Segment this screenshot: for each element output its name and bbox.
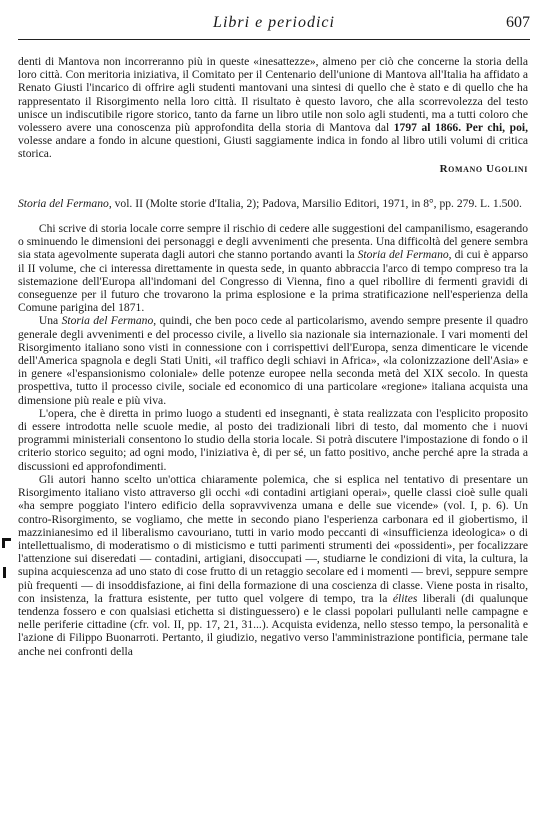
review1-signature: Romano Ugolini bbox=[439, 162, 528, 175]
review2-paragraph-3: L'opera, che è diretta in primo luogo a studenti ed insegnanti, è stata realizzata con l'esplicito proposito di essere introdotta nelle scuole medie, al posto dei tradizionali libri di testo, dal momento che i nuovi programmi ministeriali consentono lo studio della storia locale. Si potrà discutere l'impostazione di fondo o il criterio storico seguito; ad ogni modo, l'iniziativa è, di per sé, un fatto positivo, anche perché apre la strada a discussioni ed approfondimenti. bbox=[18, 406, 528, 473]
p4-italic-elites: élites bbox=[392, 591, 418, 605]
p1-text-b: , di cui è apparso il II volume, che ci interessa direttamente in questa sede, in quanto abbraccia l'arco di tempo compreso tra la sistemazione dell'Europa all'indomani del Congresso di Vienna, fino a quel ribollire di fermenti gravidi di conseguenze per il futuro che trovarono la prima esplosione e la prima stratificazione nell'esperienza della Comune parigina del 1871. bbox=[18, 248, 529, 315]
review2-paragraph-2 bbox=[18, 314, 528, 406]
p4-text-a: Gli autori hanno scelto un'ottica chiaramente polemica, che si esplica nel tentativo di presentare un Risorgimento italiano visto attraverso gli occhi «di contadini artigiani operai», quelle classi cioè sulle quali «ha sempre poggiato l'intero edificio della sopravvivenza umana e delle sue vicende» (vol. I, p. 6). Un contro-Risorgimento, se vogliamo, che mette in secondo piano l'esperienza carbonara ed il giobertismo, il mazzinianesimo ed il liberalismo cavouriano, tutti in vario modo peccanti di «insufficienza ideologica» o di intellettualismo, di moderatismo o di misticismo e tutti parimenti strumenti dei «possidenti», per focalizzare l'attenzione sui diseredati — contadini, artigiani, disoccupati —, studiarne le condizioni di vita, la cultura, la supina acquiescenza ad uno stato di cose frutto di un retaggio secolare ed i momenti — brevi, seppure sempre più frequenti — di insoddisfazione, ai fini della formazione di una coscienza di classe. Viene posta in risalto, con insistenza, la frattura esistente, per tutto quel volgere di tempo, tra la bbox=[18, 472, 528, 605]
citation-title: Storia del Fermano bbox=[18, 196, 109, 210]
p1-italic-title: Storia del Fermano bbox=[357, 248, 449, 262]
page-body bbox=[18, 55, 528, 658]
p2-italic-title: Storia del Fermano bbox=[61, 314, 154, 328]
citation-gap bbox=[18, 210, 528, 222]
citation-details: , vol. II (Molte storie d'Italia, 2); Padova, Marsilio Editori, 1971, in 8°, pp. 279. L. 1.500. bbox=[108, 196, 522, 210]
p1-text-a: Chi scrive di storia locale corre sempre il rischio di cedere alle suggestioni del campanilismo, esagerando o sminuendo le dimensioni dei personaggi e degli avvenimenti che presenta. Una difficoltà del genere sembra sia stata agevolmente superata dagli autori che stanno portando avanti la bbox=[18, 222, 528, 262]
running-title: Libri e periodici bbox=[213, 14, 335, 31]
review1-paragraph bbox=[18, 55, 528, 161]
margin-bracket-mark bbox=[2, 538, 11, 548]
p4-text-b: liberali (di qualunque tendenza fossero e con qualsiasi etichetta si distinguessero) e le classi popolari pullulanti nelle campagne e nelle periferie cittadine (cfr. vol. II, pp. 17, 21, 31...). Acquista evidenza, nello stesso tempo, la personalità e l'azione di Filippo Buonarroti. Pertanto, il giudizio, negativo verso l'amministrazione pontificia, permane tale anche nei confronti della bbox=[18, 591, 528, 658]
review1-bold: 1797 al 1866. Per chi, poi, bbox=[393, 121, 528, 135]
running-header bbox=[18, 14, 530, 36]
review2-citation bbox=[18, 197, 528, 210]
page-number: 607 bbox=[506, 14, 530, 31]
margin-line-mark bbox=[3, 567, 6, 578]
review2-paragraph-1 bbox=[18, 222, 528, 314]
header-rule bbox=[18, 39, 530, 40]
review1-text-end: volesse andare a fondo in alcune questioni, Giusti saggiamente indica in fondo al libro utili volumi di critica storica. bbox=[18, 134, 528, 161]
p2-text-a: Una bbox=[38, 314, 59, 328]
section-gap bbox=[18, 176, 528, 197]
p2-text-b: , quindi, che ben poco cede al particolarismo, avendo sempre presente il quadro generale degli avvenimenti e del processo civile, a livello sia nazionale sia internazionale. I vari momenti del Risorgimento italiano sono visti in connessione con i corrispettivi dell'Europa, senza dimenticare le vicende dell'America spagnola e degli Stati Uniti, «il traffico degli schiavi in Africa», «la colonizzazione dell'Asia» e in genere «l'espansionismo coloniale» delle potenze europee nella seconda metà del XIX secolo. In questa prospettiva, tutto il processo civile, sociale ed economico di una particolare «regione» italiana acquista una dimensione più reale e più viva. bbox=[18, 314, 528, 407]
review2-paragraph-4 bbox=[18, 473, 528, 658]
review1-text: denti di Mantova non incorreranno più in queste «inesattezze», almeno per ciò che concerne la storia della loro città. Con meritoria iniziativa, il Comitato per il Centenario dell'unione di Mantova all'Italia ha affidato a Renato Giusti l'incarico di offrire agli studenti mantovani una sintesi di quello che è stato e di quello che ha rappresentato il Risorgimento nella loro città. Il risultato è questo lavoro, che alla scorrevolezza del testo unisce un indiscutibile rigore storico, tanto da farne un libro utile non solo agli studenti, ma a tutti coloro che volessero avere una conoscenza più approfondita della storia di Mantova dal bbox=[18, 55, 528, 135]
